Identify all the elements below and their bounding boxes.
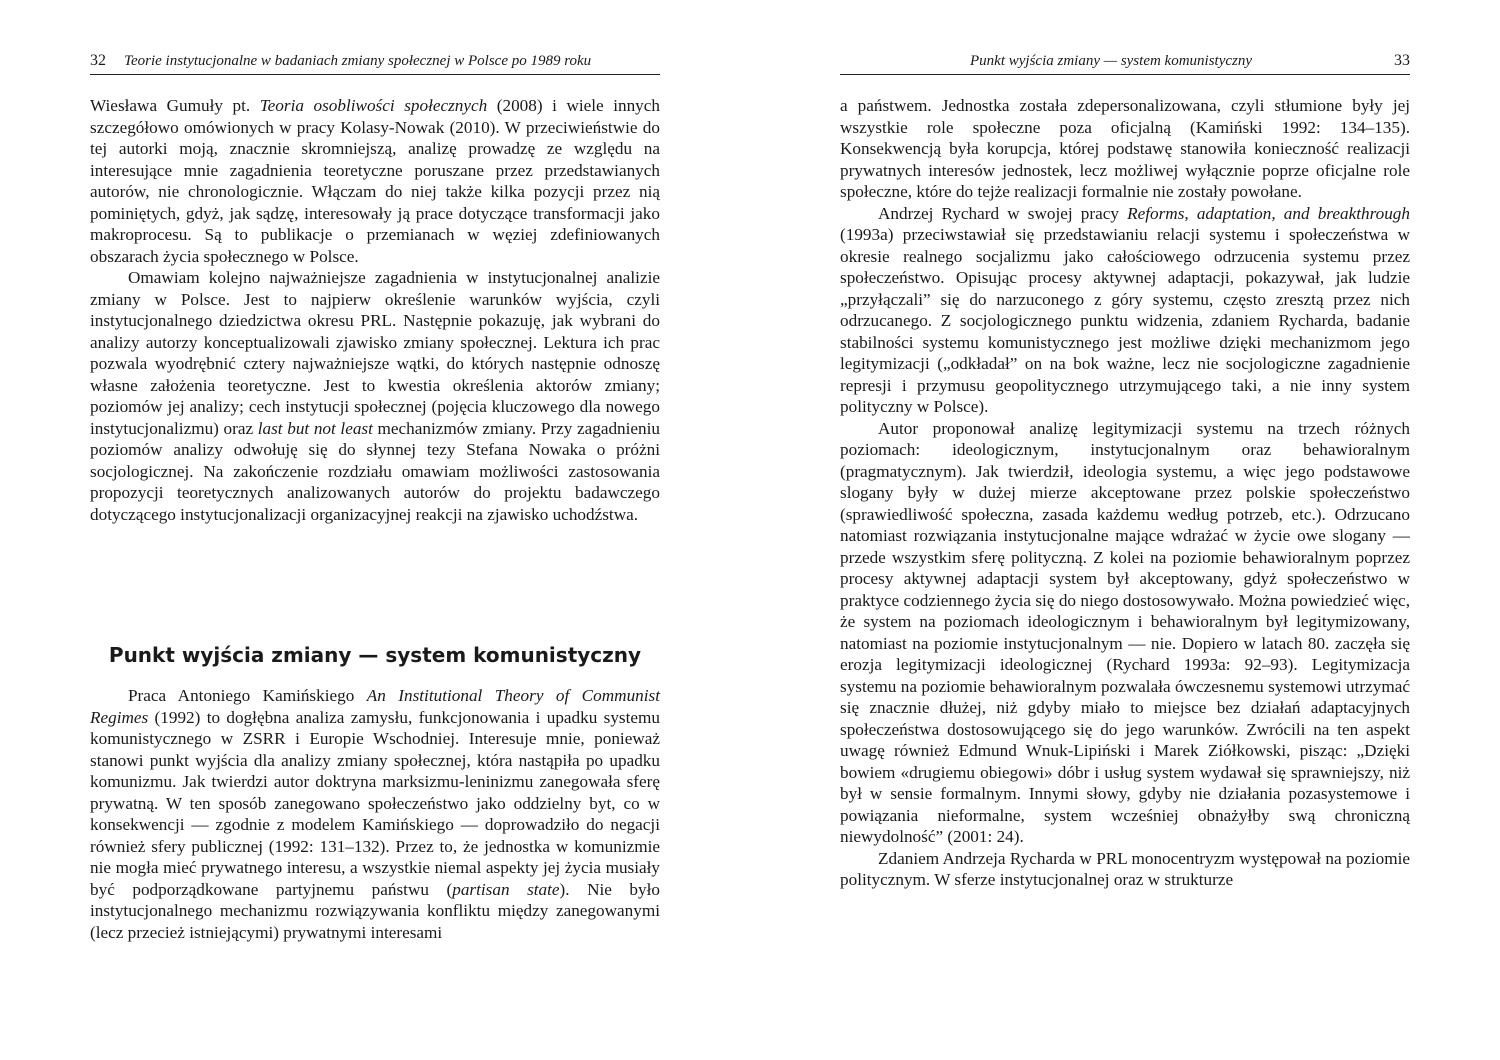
- paragraph-left-1: Wiesława Gumuły pt. Teoria osobliwości społecznych (2008) i wiele innych szczegółowo omówionych w pracy Kolasy-Nowak (2010). W przeciwieństwie do tej autorki moją, znacznie skromniejszą, analizę prowadzę ze względu na interesujące mnie zagadnienia teoretyczne poruszane przez przedstawianych autorów, nie chronologicznie. Włączam do niej także kilka pozycji przez nią pominiętych, gdyż, jak sądzę, interesowały ją prace dotyczące transformacji jako makroprocesu. Są to publikacje o przemianach w węziej zdefiniowanych obszarach życia społecznego w Polsce.: [90, 96, 660, 266]
- paragraph-right-2: Andrzej Rychard w swojej pracy Reforms, adaptation, and breakthrough (1993a) przeciwstawiał się przedstawianiu relacji systemu i społeczeństwa w okresie realnego socjalizmu jako całościowego odrzucenia systemu przez społeczeństwo. Opisując procesy aktywnej adaptacji, pokazywał, jak ludzie „przyłączali” się do narzuconego z góry systemu, często zresztą przez nich odrzucanego. Z socjologicznego punktu widzenia, zdaniem Rycharda, badanie stabilności systemu komunistycznego jest możliwe dzięki mechanizmom jego legitymizacji („odkładał” on na bok ważne, lecz nie socjologiczne zagadnienie represji i przymusu geopolitycznego utrzymującego taki, a nie inny system polityczny w Polsce).: [840, 203, 1410, 416]
- book-title-italic: Reforms, adaptation, and breakthrough: [1127, 203, 1410, 223]
- running-head-left: [90, 50, 660, 75]
- running-head-right: [840, 50, 1410, 75]
- phrase-italic: last but not least: [257, 418, 373, 438]
- page-number-right: 33: [1394, 52, 1410, 69]
- right-text-block: [840, 95, 1410, 891]
- paragraph-right-1: a państwem. Jednostka została zdepersonalizowana, czyli stłumione były jej wszystkie role społeczne poza oficjalną (Kamiński 1992: 134–135). Konsekwencją była korupcja, której podstawę stanowiła konieczność realizacji prywatnych interesów jednostek, lecz możliwej wyłącznie poprze oficjalne role społeczne, które do tejże realizacji formalnie nie zostały powołane.: [840, 96, 1410, 201]
- paragraph-right-3: Autor proponował analizę legitymizacji systemu na trzech różnych poziomach: ideologicznym, instytucjonalnym oraz behawioralnym (pragmatycznym). Jak twierdził, ideologia systemu, a więc jego podstawowe slogany były w dużej mierze akceptowane przez polskie społeczeństwo (sprawiedliwość społeczna, zasada każdemu według potrzeb, etc.). Odrzucano natomiast rozwiązania instytucjonalne mające wdrażać w życie owe slogany — przede wszystkim sferę polityczną. Z kolei na poziomie behawioralnym poprzez procesy aktywnej adaptacji system był akceptowany, gdyż społeczeństwo w praktyce codziennego życia się do niego dostosowywało. Można powiedzieć więc, że system na poziomach ideologicznym i behawioralnym był legitymizowany, natomiast na poziomie instytucjonalnym — nie. Dopiero w latach 80. zaczęła się erozja legitymizacji ideologicznej (Rychard 1993a: 92–93). Legitymizacja systemu na poziomie behawioralnym pozwalała ówczesnemu systemowi utrzymać się znacznie dłużej, niż gdyby miało to miejsce bez działań adaptacyjnych społeczeństwa dostosowującego się do jego warunków. Zwrócili na ten aspekt uwagę również Edmund Wnuk-Lipiński i Marek Ziółkowski, pisząc: „Dzięki bowiem «drugiemu obiegowi» dóbr i usług system wydawał się sprawniejszy, niż był w sensie formalnym. Innymi słowy, gdyby nie działania pozasystemowe i powiązania nieformalne, system wcześniej obnażyłby swą chroniczną niewydolność” (2001: 24).: [840, 418, 1410, 846]
- left-text-block-top: [90, 95, 660, 525]
- book-title-italic: An Institutional Theory of Communist Regimes: [90, 686, 660, 727]
- running-head-title-right: Punkt wyjścia zmiany — system komunistyczny: [970, 53, 1253, 69]
- right-page: [840, 0, 1410, 1060]
- paragraph-left-3: Praca Antoniego Kamińskiego An Institutional Theory of Communist Regimes (1992) to dogłębna analiza zamysłu, funkcjonowania i upadku systemu komunistycznego w ZSRR i Europie Wschodniej. Interesuje mnie, ponieważ stanowi punkt wyjścia dla analizy zmiany społecznej, która nastąpiła po upadku komunizmu. Jak twierdzi autor doktryna marksizmu-leninizmu zanegowała sferę prywatną. W ten sposób zanegowano społeczeństwo jako oddzielny byt, co w konsekwencji — zgodnie z modelem Kamińskiego — doprowadziło do negacji również sfery publicznej (1992: 131–132). Przez to, że jednostka w komunizmie nie mogła mieć prywatnego interesu, a wszystkie niemal aspekty jej życia musiały być podporządkowane partyjnemu państwu (partisan state). Nie było instytucjonalnego mechanizmu rozwiązywania konfliktu między zanegowanymi (lecz przecież istniejącymi) prywatnymi interesami: [90, 686, 660, 942]
- paragraph-left-2: Omawiam kolejno najważniejsze zagadnienia w instytucjonalnej analizie zmiany w Polsce. Jest to najpierw określenie warunków wyjścia, czyli instytucjonalnego dziedzictwa okresu PRL. Następnie pokazuję, jak wybrani do analizy autorzy konceptualizowali zjawisko zmiany społecznej. Lektura ich prac pozwala wyodrębnić cztery najważniejsze wątki, do których następnie odnoszę własne założenia teoretyczne. Jest to kwestia określenia aktorów zmiany; poziomów jej analizy; cech instytucji społecznej (pojęcia kluczowego dla nowego instytucjonalizmu) oraz last but not least mechanizmów zmiany. Przy zagadnieniu poziomów analizy odwołuję się do słynnej tezy Stefana Nowaka o próżni socjologicznej. Na zakończenie rozdziału omawiam możliwości zastosowania propozycji teoretycznych analizowanych autorów do projektu badawczego dotyczącego instytucjonalizacji organizacyjnej reakcji na zjawisko uchodźstwa.: [90, 268, 660, 524]
- term-italic: partisan state: [452, 879, 560, 899]
- left-text-block-bottom: [90, 685, 660, 943]
- running-head-title-left: Teorie instytucjonalne w badaniach zmiany społecznej w Polsce po 1989 roku: [124, 53, 592, 69]
- page-number-left: 32: [90, 52, 106, 69]
- left-page: [90, 0, 660, 1060]
- book-title-italic: Teoria osobliwości społecznych: [259, 96, 488, 115]
- paragraph-right-4: Zdaniem Andrzeja Rycharda w PRL monocentryzm występował na poziomie politycznym. W sferze instytucjonalnej oraz w strukturze: [840, 848, 1410, 889]
- section-heading: Punkt wyjścia zmiany — system komunistyczny: [108, 643, 642, 667]
